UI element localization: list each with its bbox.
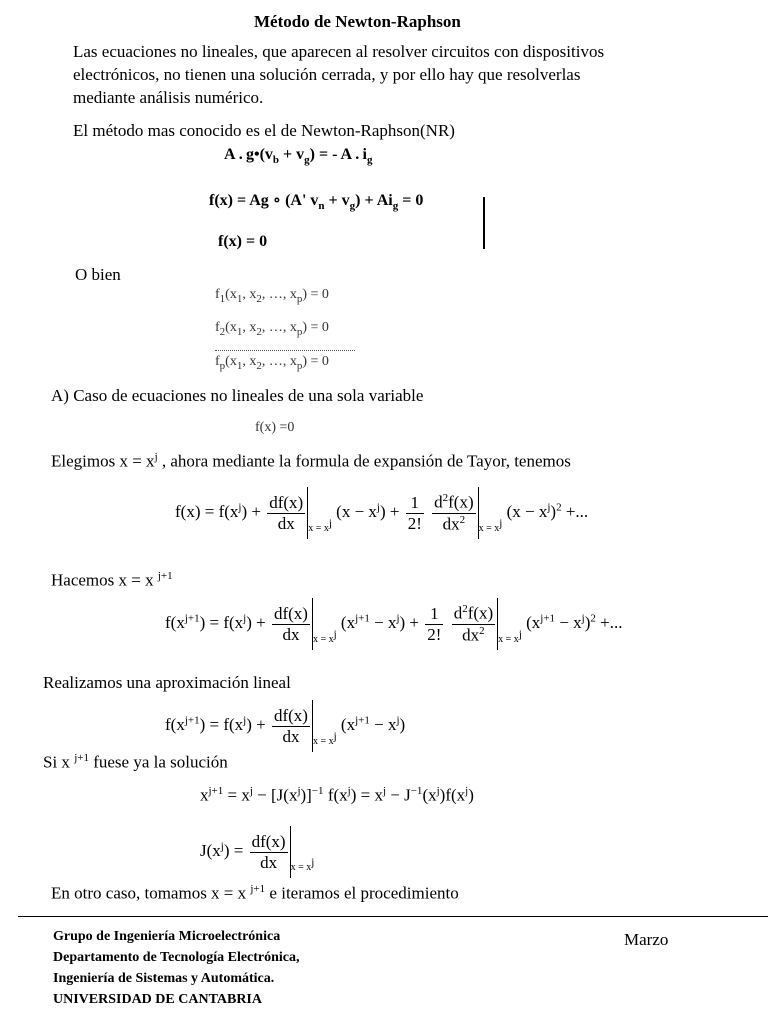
otro-caso-text: En otro caso, tomamos x = x $^{j+1}$ e iteramos el procedimiento xyxy=(51,883,459,903)
case-a-heading: A) Caso de ecuaciones no lineales de una sola variable xyxy=(51,386,424,405)
intro-line-3: mediante análisis numérico. xyxy=(73,88,264,107)
intro-line-2: electrónicos, no tienen una solución cerrada, y por ello hay que resolverlas xyxy=(73,65,581,84)
elegimos-text: Elegimos $x = x^j$ , ahora mediante la formula de expansión de Tayor, tenemos xyxy=(51,451,571,471)
linear-approximation-equation: $f(x^{j+1}) = f(x^j)$ + $\frac{df(x)}{dx}$ $_{x = x^j}$ $(x^{j+1} - x^j)$ xyxy=(165,700,405,752)
footer-line-4: UNIVERSIDAD DE CANTABRIA xyxy=(53,992,262,1007)
footer-date: Marzo xyxy=(624,930,669,949)
system-dots xyxy=(215,350,355,351)
footer-divider xyxy=(18,916,768,917)
nr-intro-text: El método mas conocido es el de Newton-Raphson(NR) xyxy=(73,121,455,140)
circuit-equation: A . $g•(v_b + v_g)$ = - A . $i_g$ xyxy=(224,146,373,167)
newton-update-equation: $x^{j+1} = x^j - [J(x^j)]^{-1}$ $f(x^j) = x^j - J^{-1}(x^j)f(x^j)$ xyxy=(200,785,474,805)
si-solucion-text: Si x $^{j+1}$ fuese ya la solución xyxy=(43,752,228,772)
footer-line-3: Ingeniería de Sistemas y Automática. xyxy=(53,971,275,986)
page-title: Método de Newton-Raphson xyxy=(254,12,461,31)
footer-affiliation xyxy=(53,926,300,1010)
taylor-expansion-equation: $f(x) = f(x^j)$ + $\frac{df(x)}{dx}$ $_{x = x^j}$ $(x - x^j)$ + $\frac{1}{2!}$ $\frac{d^2f(x)}{dx^2}$ $_{x = x^j}$ $(x - x^j)^2$ +... xyxy=(175,487,588,539)
fx-full-equation: f(x) = Ag ∘ (A' $v_n + v_g) + Ai_g = 0$ xyxy=(209,192,424,213)
fx-zero-equation: f(x) = 0 xyxy=(218,233,268,250)
system-equation-2: $f_2(x_1$, $x_2$, …, $x_p) = 0$ xyxy=(215,320,329,338)
o-bien-text: O bien xyxy=(75,265,121,284)
footer-line-2: Departamento de Tecnología Electrónica, xyxy=(53,950,300,965)
taylor-jplus1-equation: $f(x^{j+1}) = f(x^j)$ + $\frac{df(x)}{dx}$ $_{x = x^j}$ $(x^{j+1} - x^j)$ + $\frac{1}{2!}$ $\frac{d^2f(x)}{dx^2}$ $_{x = x^j}$ $(x^{j+1} - x^j)^2$ +... xyxy=(165,598,622,650)
footer-line-1: Grupo de Ingeniería Microelectrónica xyxy=(53,929,281,944)
jacobian-equation: $J(x^j)$ = $\frac{df(x)}{dx}$ $_{x = x^j}$ xyxy=(200,826,314,878)
realizamos-text: Realizamos una aproximación lineal xyxy=(43,673,291,692)
system-equation-p: $f_p(x_1$, $x_2$, …, $x_p) = 0$ xyxy=(215,354,329,372)
intro-line-1: Las ecuaciones no lineales, que aparecen al resolver circuitos con dispositivos xyxy=(73,42,605,61)
single-variable-equation: f(x) =0 xyxy=(255,420,295,435)
system-equation-1: $f_1(x_1$, $x_2$, …, $x_p) = 0$ xyxy=(215,287,329,305)
equation-margin-bar xyxy=(483,197,485,249)
hacemos-text: Hacemos x = x $^{j+1}$ xyxy=(51,570,173,590)
